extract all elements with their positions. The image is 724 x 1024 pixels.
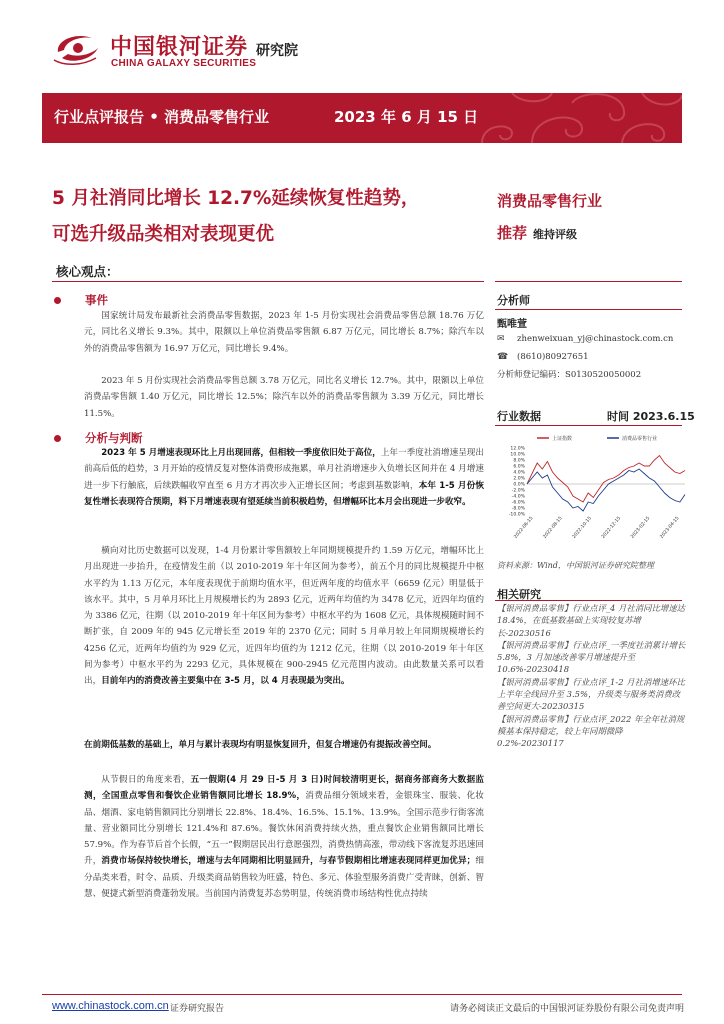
body-text: 横向对比历史数据可以发现，1-4 月份累计零售额较上年同期规模提升约 1.59 万亿元，增幅环比上月出现进一步抬升，在疫情发生前（以 2010-2019 年十年区间为参考），前五个月的同比规模提升中枢水平约为 1.13 万亿元，本年度表现优于前期均值水平，但近两年度的均值水平（6659 亿元）明显低于该水平。其中，5 月单月环比上月规模增长约为 2893 亿元，近两年均值约为 3478 亿元，近四年均值约为 3386 亿元，往期（以 2010-2019 年十年区间为参考）中枢水平约为 1608 亿元，具体规模随时间不断扩张，自 2009 年的 945 亿元增长至 2019 年的 2370 亿元；同时 5 月单月较上年同期规模增长约 4256 亿元，近两年均值约为 929 亿元，近四年均值约为 1212 亿元，往期（以 2010-2019 年十年区间为参考）中枢水平约为 2293 亿元，具体规模在 900-2945 亿元范围内波动。由此数量关系可以看出， — [84, 546, 484, 687]
events-paragraph-1: 国家统计局发布最新社会消费品零售数据，2023 年 1-5 月份实现社会消费品零售总额 18.76 万亿元，同比名义增长 9.3%。其中，限额以上单位消费品零售额 6.87 万亿元，同比增长 8.7%；除汽车以外的消费品零售额为 16.97 万亿元，同比增长 9.4%。 — [84, 311, 484, 354]
y-tick-label: 6.0% — [513, 464, 525, 470]
y-tick-label: 12.0% — [510, 446, 525, 452]
industry-vs-index-chart — [497, 432, 687, 557]
sector-name: 消费品零售行业 — [497, 192, 603, 210]
report-title-line1: 5 月社消同比增长 12.7%延续恢复性趋势， — [52, 188, 420, 209]
y-tick-label: 8.0% — [513, 458, 525, 464]
analyst-license: 分析师登记编码：S0130520050002 — [497, 370, 642, 380]
bold-text: 消费市场保持较快增长，增速与去年同期相比明显回升，与春节假期相比增速表现同样更加优异； — [101, 856, 476, 867]
y-tick-label: -6.0% — [511, 500, 525, 506]
footer-divider — [42, 994, 682, 995]
footer-link[interactable]: www.chinastock.com.cn — [52, 1000, 169, 1012]
cloud-pattern-icon — [452, 93, 682, 143]
report-title-line2: 可选升级品类相对表现更优 — [52, 224, 275, 245]
rating-note: 维持评级 — [533, 228, 578, 241]
bullet-icon — [54, 435, 61, 442]
bold-text: 五一假期(4 月 29 日-5 月 3 日)时间较清明更长，据商务部商务大数据监测，全国重点零售和餐饮企业销售额同比增长 18.9%， — [84, 775, 484, 802]
phone-icon: ☎ — [497, 352, 509, 362]
divider — [495, 425, 682, 426]
footer-label: 证券研究报告 — [170, 1004, 225, 1014]
y-tick-label: 4.0% — [513, 470, 525, 476]
section-heading: 事件 — [85, 293, 108, 307]
divider — [495, 600, 682, 601]
core-views-label: 核心观点： — [56, 264, 119, 279]
related-item[interactable]: 【银河消费品零售】行业点评_一季度社消累计增长 5.8%，3 月加速改善零月增速提升至 10.6%-20230418 — [497, 639, 686, 675]
section-heading: 分析与判断 — [85, 431, 143, 445]
analysis-paragraph-4 — [84, 772, 484, 902]
divider — [52, 281, 484, 282]
y-tick-label: -10.0% — [508, 512, 525, 518]
related-item[interactable]: 【银河消费品零售】行业点评_4 月社消同比增速达 18.4%，在低基数基础上实现较复苏增长-20230516 — [497, 603, 686, 638]
industry-data-label: 行业数据 — [497, 410, 541, 423]
x-tick-label: 2023-04-15 — [659, 516, 681, 540]
bold-text: 在前期低基数的基础上，单月与累计表现均有明显恢复回升，但复合增速仍有提振改善空间。 — [84, 740, 437, 750]
rating: 推荐 — [497, 224, 528, 242]
y-tick-label: -2.0% — [511, 488, 525, 494]
y-tick-label: -8.0% — [511, 506, 525, 512]
legend-label: 上证指数 — [552, 436, 573, 442]
report-type: 行业点评报告 • 消费品零售行业 — [54, 108, 270, 126]
x-tick-label: 2023-02-15 — [630, 516, 652, 540]
brand-name-en: CHINA GALAXY SECURITIES — [111, 58, 257, 69]
bullet-icon — [54, 297, 61, 304]
series-line — [527, 469, 685, 511]
bold-text: 本年 1-5 月份恢复性增长表现符合预期，料下月增速表现有望延续当前积极趋势，但增幅环比本月会出现进一步收窄。 — [84, 480, 485, 507]
divider — [495, 281, 682, 282]
y-tick-label: 10.0% — [510, 452, 525, 458]
related-list — [497, 602, 687, 750]
report-date: 2023 年 6 月 15 日 — [334, 108, 479, 126]
events-paragraph-2: 2023 年 5 月份实现社会消费品零售总额 3.78 万亿元，同比名义增长 12.7%。其中，限额以上单位消费品零售额 1.40 万亿元，同比增长 12.5%；除汽车以外的消费品零售额为 3.39 万亿元，同比增长 11.5%。 — [84, 376, 484, 419]
rating-row — [497, 222, 577, 243]
related-heading: 相关研究 — [497, 588, 541, 601]
y-tick-label: -4.0% — [511, 494, 525, 500]
body-text: 细分品类来看，时令、品质、升级类商品销售较为旺盛，特色、多元、体验型服务消费广受青睐，创新、智慧、便捷式新型消费蓬勃发展。当前国内消费复苏态势明显，传统消费市场结构性优点持续 — [84, 856, 484, 900]
x-tick-label: 2022-10-15 — [571, 516, 593, 540]
analyst-phone: (8610)80927651 — [517, 352, 589, 362]
chart-source: 资料来源：Wind，中国银河证券研究院整理 — [497, 561, 654, 570]
institute-label: 研究院 — [256, 43, 298, 59]
x-tick-label: 2022-06-15 — [513, 516, 535, 540]
section-analysis — [54, 430, 143, 446]
body-text: 上年一季度社消增速呈现出前高后低的趋势，3 月开始的疫情反复对整体消费形成拖累，单月社消增速步入负增长区间并在 4 月增速进一步下行触底，后续跌幅收窄直至 6 月方才再次步入正增长区间；考虑到基数影响， — [84, 448, 484, 491]
analyst-heading: 分析师 — [497, 294, 530, 307]
bold-text: 2023 年 5 月增速表现环比上月出现回落，但相较一季度依旧处于高位， — [101, 448, 381, 458]
envelope-icon: ✉ — [497, 334, 505, 344]
y-tick-label: 2.0% — [513, 476, 525, 482]
analyst-email[interactable]: zhenweixuan_yj@chinastock.com.cn — [517, 334, 674, 344]
divider — [495, 309, 682, 310]
legend-label: 消费品零售行业 — [622, 436, 658, 442]
bold-text: 目前年内的消费改善主要集中在 3-5 月，以 4 月表现最为突出。 — [101, 676, 350, 687]
related-item[interactable]: 【银河消费品零售】行业点评_1-2 月社消增速环比上半年全线回升至 3.5%，升级类与服务类消费改善空间更大-20230315 — [497, 676, 685, 712]
galaxy-logo-icon — [52, 30, 102, 66]
analysis-paragraph-3 — [84, 737, 484, 753]
email-row — [497, 334, 673, 344]
analysis-paragraph-1 — [84, 445, 484, 510]
brand-name-cn: 中国银河证券 — [110, 35, 249, 60]
data-time: 时间 2023.6.15 — [607, 410, 695, 423]
analyst-name: 甄唯萱 — [497, 319, 527, 330]
x-tick-label: 2022-08-15 — [542, 516, 564, 540]
body-text: 从节假日的角度来看， — [101, 775, 191, 785]
body-text: 消费品细分领域来看，金银珠宝、服装、化妆品、烟酒、家电销售额同比分别增长 22.8%、18.4%、16.5%、15.1%、13.9%。全国示范步行街客流量、营业额同比分别增长 121.4%和 87.6%。餐饮休闲消费持续火热，重点餐饮企业销售额同比增长 57.9%。作为春节后首个长假，“五一”假期居民出行意愿强烈，消费热情高涨，带动线下客流复苏迅速回升， — [84, 791, 484, 867]
related-item[interactable]: 【银河消费品零售】行业点评_2022 年全年社消规模基本保持稳定，较上年同期微降 0.2%-20230117 — [497, 713, 685, 749]
report-banner — [42, 93, 682, 143]
phone-row — [497, 352, 589, 362]
section-events — [54, 292, 108, 308]
x-tick-label: 2022-12-15 — [601, 516, 623, 540]
series-line — [527, 456, 685, 503]
analysis-paragraph-2 — [84, 543, 484, 690]
y-tick-label: 0.0% — [513, 482, 525, 488]
footer-disclaimer: 请务必阅读正文最后的中国银河证券股份有限公司免责声明 — [449, 1004, 684, 1014]
